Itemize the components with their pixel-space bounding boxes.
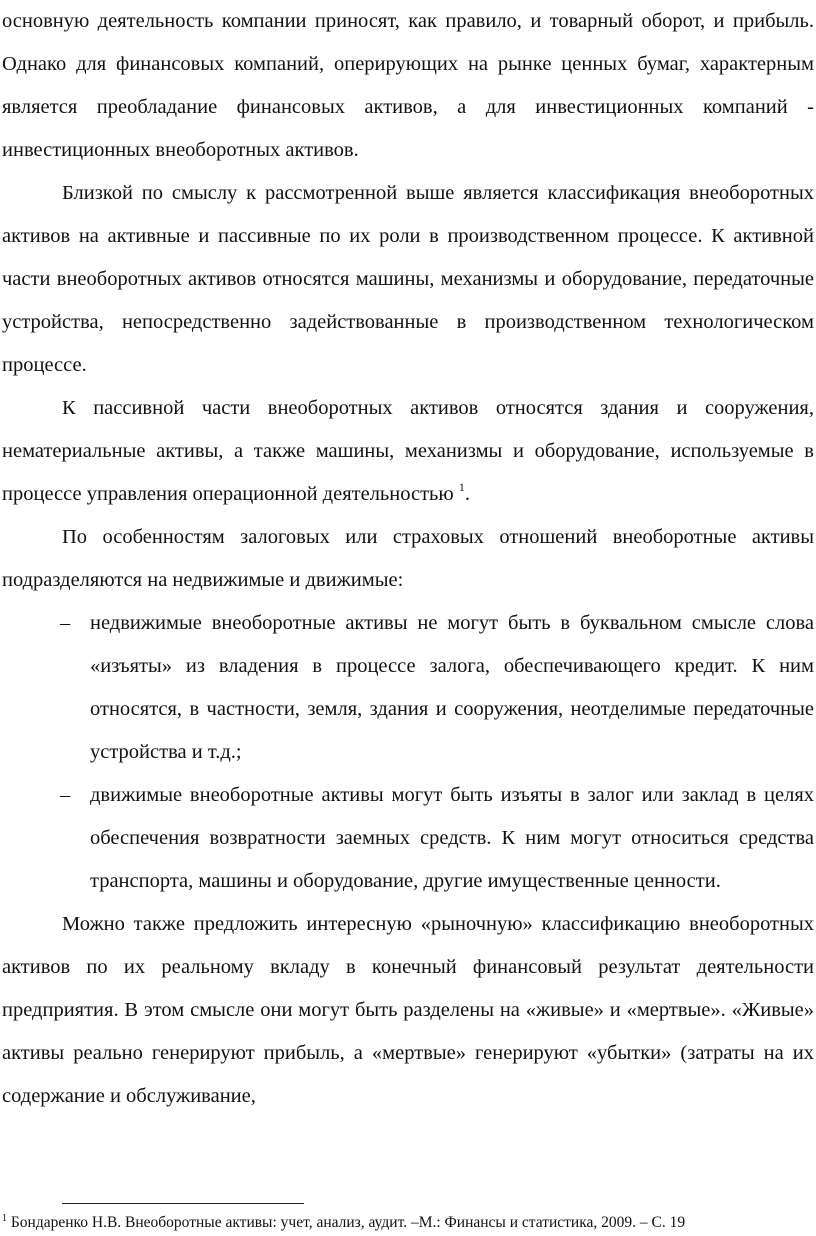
paragraph-3-text: К пассивной части внеоборотных активов относятся здания и сооружения, нематериальные активы, а также машины, механизмы и оборудование, используемые в процессе управления операционной деятельностью <box>2 397 814 505</box>
bullet-dash: – <box>60 612 71 634</box>
paragraph-2: Близкой по смыслу к рассмотренной выше является классификация внеоборотных активов на активные и пассивные по их роли в производственном процессе. К активной части внеоборотных активов относятся машины, механизмы и оборудование, передаточные устройства, непосредственно задействованные в производственном технологическом процессе. <box>2 182 814 376</box>
bullet-dash: – <box>60 784 71 806</box>
list-item <box>2 774 814 903</box>
bullet-list <box>2 602 814 903</box>
body-text <box>2 0 814 1118</box>
footnote-reference[interactable]: 1 <box>458 480 465 494</box>
list-item-text: недвижимые внеоборотные активы не могут быть в буквальном смысле слова «изъяты» из владения в процессе залога, обеспечивающего кредит. К ним относятся, в частности, земля, здания и сооружения, неотделимые передаточные устройства и т.д.; <box>90 612 814 763</box>
footnote-separator <box>62 1203 304 1204</box>
list-item-text: движимые внеоборотные активы могут быть изъяты в залог или заклад в целях обеспечения возвратности заемных средств. К ним могут относиться средства транспорта, машины и оборудование, другие имущественные ценности. <box>90 784 814 892</box>
footnote <box>2 1213 814 1233</box>
footnote-marker: 1 <box>2 1213 7 1224</box>
footnote-text: Бондаренко Н.В. Внеоборотные активы: учет, анализ, аудит. –М.: Финансы и статистика, 2009. – С. 19 <box>7 1214 686 1231</box>
paragraph-3-end: . <box>464 483 470 505</box>
paragraph-4: По особенностям залоговых или страховых отношений внеоборотные активы подразделяются на недвижимые и движимые: <box>2 526 814 591</box>
paragraph-3 <box>2 387 814 516</box>
paragraph-5: Можно также предложить интересную «рыночную» классификацию внеоборотных активов по их реальному вкладу в конечный финансовый результат деятельности предприятия. В этом смысле они могут быть разделены на «живые» и «мертвые». «Живые» активы реально генерируют прибыль, а «мертвые» генерируют «убытки» (затраты на их содержание и обслуживание, <box>2 913 814 1107</box>
paragraph-1: основную деятельность компании приносят, как правило, и товарный оборот, и прибыль. Однако для финансовых компаний, оперирующих на рынке ценных бумаг, характерным является преобладание финансовых активов, а для инвестиционных компаний - инвестиционных внеоборотных активов. <box>2 10 814 161</box>
list-item <box>2 602 814 774</box>
